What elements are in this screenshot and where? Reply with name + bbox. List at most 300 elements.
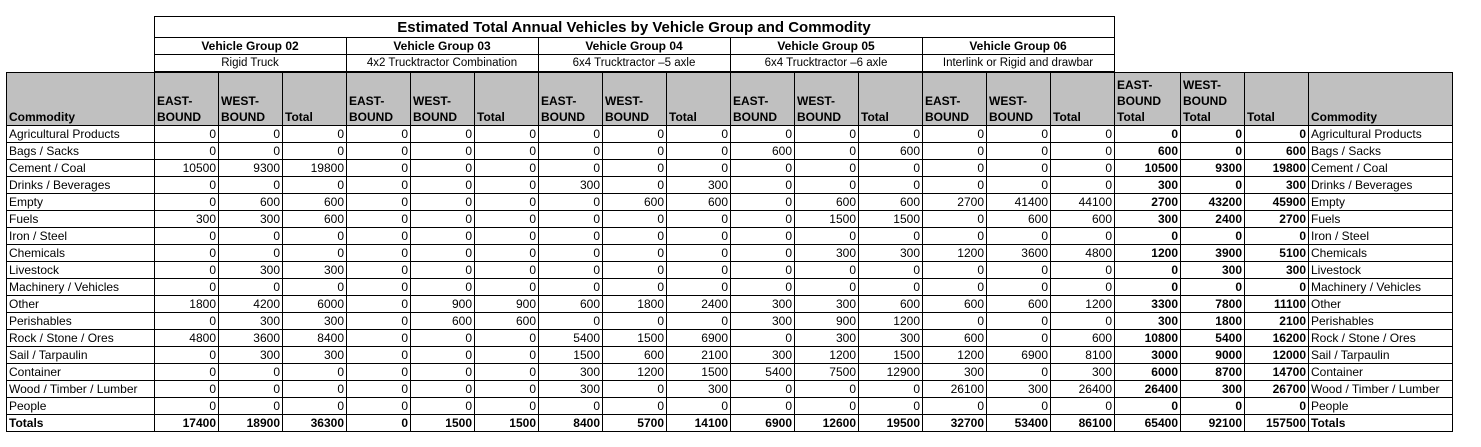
table-row [7,126,1453,143]
value-cell: 0 [411,228,475,245]
value-cell: 1500 [475,415,539,432]
value-cell: 0 [283,381,347,398]
totals-label: Totals [7,415,155,432]
total-column-header: Total [859,73,923,126]
value-cell: 0 [219,126,283,143]
summary-cell: 43200 [1181,194,1245,211]
eastbound-total-column-header: EAST-BOUND Total [1115,73,1181,126]
value-cell: 0 [347,245,411,262]
value-cell: 0 [667,245,731,262]
value-cell: 0 [219,177,283,194]
value-cell: 300 [539,177,603,194]
value-cell: 0 [539,126,603,143]
value-cell: 600 [859,296,923,313]
westbound-column-header: WEST-BOUND [603,73,667,126]
value-cell: 0 [731,211,795,228]
commodity-label-right: Empty [1309,194,1453,211]
value-cell: 600 [603,347,667,364]
summary-cell: 0 [1245,228,1309,245]
value-cell: 300 [1051,364,1115,381]
value-cell: 0 [347,381,411,398]
value-cell: 1200 [923,347,987,364]
value-cell: 0 [987,262,1051,279]
value-cell: 1200 [603,364,667,381]
value-cell: 4200 [219,296,283,313]
table-row [7,398,1453,415]
value-cell: 0 [155,126,219,143]
totals-label-right: Totals [1309,415,1453,432]
value-cell: 0 [219,228,283,245]
value-cell: 0 [347,262,411,279]
vehicle-group-description: Rigid Truck [154,55,346,72]
summary-cell: 0 [1245,279,1309,296]
value-cell: 17400 [155,415,219,432]
table-row [7,160,1453,177]
value-cell: 0 [475,245,539,262]
value-cell: 41400 [987,194,1051,211]
value-cell: 0 [603,398,667,415]
commodity-label: Empty [7,194,155,211]
value-cell: 7500 [795,364,859,381]
summary-cell: 0 [1115,262,1181,279]
value-cell: 0 [155,177,219,194]
summary-cell: 300 [1245,177,1309,194]
summary-cell: 1200 [1115,245,1181,262]
total-column-header: Total [1051,73,1115,126]
value-cell: 600 [603,194,667,211]
value-cell: 600 [667,194,731,211]
value-cell: 0 [539,143,603,160]
value-cell: 0 [411,194,475,211]
value-cell: 0 [475,398,539,415]
summary-cell: 9000 [1181,347,1245,364]
value-cell: 1500 [795,211,859,228]
summary-cell: 0 [1115,126,1181,143]
value-cell: 0 [603,279,667,296]
summary-cell: 0 [1115,398,1181,415]
total-column-header: Total [283,73,347,126]
value-cell: 600 [219,194,283,211]
summary-cell: 300 [1181,381,1245,398]
summary-cell: 2400 [1181,211,1245,228]
summary-cell: 6000 [1115,364,1181,381]
value-cell: 9300 [219,160,283,177]
value-cell: 0 [475,262,539,279]
value-cell: 0 [155,364,219,381]
value-cell: 0 [923,160,987,177]
commodity-label: Container [7,364,155,381]
value-cell: 0 [539,313,603,330]
value-cell: 0 [1051,126,1115,143]
value-cell: 0 [667,262,731,279]
value-cell: 1800 [603,296,667,313]
eastbound-column-header: EAST-BOUND [155,73,219,126]
value-cell: 0 [1051,398,1115,415]
commodity-label: Other [7,296,155,313]
value-cell: 0 [155,194,219,211]
commodity-label: Agricultural Products [7,126,155,143]
value-cell: 300 [283,347,347,364]
value-cell: 0 [795,262,859,279]
value-cell: 0 [859,381,923,398]
table-row [7,228,1453,245]
value-cell: 2400 [667,296,731,313]
value-cell: 0 [603,228,667,245]
value-cell: 12600 [795,415,859,432]
commodity-label-right: Other [1309,296,1453,313]
value-cell: 2100 [667,347,731,364]
summary-cell: 26400 [1115,381,1181,398]
summary-cell: 0 [1181,279,1245,296]
value-cell: 0 [795,160,859,177]
commodity-label-right: Cement / Coal [1309,160,1453,177]
summary-cell: 12000 [1245,347,1309,364]
value-cell: 0 [603,313,667,330]
value-cell: 600 [1051,330,1115,347]
value-cell: 44100 [1051,194,1115,211]
value-cell: 86100 [1051,415,1115,432]
value-cell: 0 [859,228,923,245]
summary-cell: 600 [1115,143,1181,160]
summary-cell: 0 [1181,143,1245,160]
table-row [7,347,1453,364]
summary-cell: 92100 [1181,415,1245,432]
value-cell: 12900 [859,364,923,381]
value-cell: 0 [539,160,603,177]
value-cell: 0 [475,211,539,228]
value-cell: 0 [475,279,539,296]
value-cell: 0 [859,279,923,296]
value-cell: 0 [283,228,347,245]
value-cell: 0 [411,262,475,279]
value-cell: 0 [155,279,219,296]
value-cell: 0 [219,398,283,415]
value-cell: 0 [1051,313,1115,330]
value-cell: 0 [475,143,539,160]
commodity-label-right: Iron / Steel [1309,228,1453,245]
value-cell: 0 [731,126,795,143]
value-cell: 300 [219,313,283,330]
value-cell: 0 [923,398,987,415]
value-cell: 0 [475,347,539,364]
summary-cell: 0 [1115,279,1181,296]
value-cell: 300 [283,262,347,279]
value-cell: 10500 [155,160,219,177]
value-cell: 0 [283,177,347,194]
header-spacer [6,38,154,55]
summary-cell: 9300 [1181,160,1245,177]
value-cell: 0 [923,228,987,245]
value-cell: 0 [155,313,219,330]
value-cell: 0 [155,347,219,364]
value-cell: 0 [411,211,475,228]
value-cell: 0 [667,398,731,415]
summary-cell: 3300 [1115,296,1181,313]
value-cell: 0 [859,262,923,279]
value-cell: 0 [475,126,539,143]
value-cell: 0 [923,313,987,330]
value-cell: 0 [155,245,219,262]
westbound-column-header: WEST-BOUND [219,73,283,126]
value-cell: 0 [347,347,411,364]
value-cell: 6900 [731,415,795,432]
value-cell: 0 [1051,177,1115,194]
value-cell: 0 [987,398,1051,415]
value-cell: 0 [475,364,539,381]
value-cell: 0 [987,126,1051,143]
value-cell: 600 [283,194,347,211]
value-cell: 19500 [859,415,923,432]
value-cell: 6900 [987,347,1051,364]
value-cell: 300 [219,347,283,364]
summary-cell: 26700 [1245,381,1309,398]
value-cell: 0 [347,143,411,160]
value-cell: 0 [987,143,1051,160]
value-cell: 0 [155,262,219,279]
table-row [7,143,1453,160]
value-cell: 900 [411,296,475,313]
vehicle-group-description: 6x4 Trucktractor –5 axle [538,55,730,72]
value-cell: 2700 [923,194,987,211]
value-cell: 0 [667,313,731,330]
summary-cell: 45900 [1245,194,1309,211]
value-cell: 300 [731,347,795,364]
summary-cell: 65400 [1115,415,1181,432]
value-cell: 14100 [667,415,731,432]
value-cell: 0 [411,364,475,381]
table-row [7,194,1453,211]
value-cell: 0 [795,228,859,245]
value-cell: 0 [603,245,667,262]
value-cell: 0 [539,262,603,279]
value-cell: 1500 [411,415,475,432]
value-cell: 0 [603,126,667,143]
value-cell: 0 [731,398,795,415]
value-cell: 0 [923,279,987,296]
westbound-column-header: WEST-BOUND [795,73,859,126]
summary-cell: 157500 [1245,415,1309,432]
value-cell: 0 [347,364,411,381]
value-cell: 300 [539,364,603,381]
summary-cell: 300 [1115,177,1181,194]
summary-cell: 300 [1115,313,1181,330]
table-row [7,296,1453,313]
value-cell: 0 [347,296,411,313]
value-cell: 1200 [923,245,987,262]
value-cell: 0 [1051,228,1115,245]
commodity-column-header: Commodity [7,73,155,126]
table-row [7,364,1453,381]
summary-cell: 7800 [1181,296,1245,313]
value-cell: 0 [283,126,347,143]
value-cell: 0 [155,398,219,415]
value-cell: 0 [347,126,411,143]
vehicle-group-description: Interlink or Rigid and drawbar [922,55,1114,72]
value-cell: 0 [219,364,283,381]
summary-cell: 14700 [1245,364,1309,381]
value-cell: 0 [411,245,475,262]
commodity-label: Machinery / Vehicles [7,279,155,296]
value-cell: 6000 [283,296,347,313]
value-cell: 36300 [283,415,347,432]
value-cell: 300 [219,211,283,228]
value-cell: 300 [731,296,795,313]
value-cell: 300 [667,177,731,194]
summary-cell: 11100 [1245,296,1309,313]
value-cell: 0 [347,160,411,177]
value-cell: 0 [731,160,795,177]
summary-cell: 0 [1181,398,1245,415]
value-cell: 0 [1051,143,1115,160]
commodity-label-right: Wood / Timber / Lumber [1309,381,1453,398]
value-cell: 0 [1051,279,1115,296]
value-cell: 0 [155,228,219,245]
commodity-label: Drinks / Beverages [7,177,155,194]
value-cell: 0 [475,228,539,245]
value-cell: 300 [923,364,987,381]
vehicle-group-name: Vehicle Group 04 [538,38,730,55]
value-cell: 0 [667,228,731,245]
westbound-total-column-header: WEST-BOUND Total [1181,73,1245,126]
value-cell: 300 [987,381,1051,398]
commodity-label-right: Machinery / Vehicles [1309,279,1453,296]
value-cell: 300 [859,245,923,262]
vehicle-group-name: Vehicle Group 02 [154,38,346,55]
commodity-label: Chemicals [7,245,155,262]
commodity-label: Bags / Sacks [7,143,155,160]
summary-cell: 3900 [1181,245,1245,262]
summary-cell: 2700 [1115,194,1181,211]
value-cell: 900 [795,313,859,330]
value-cell: 0 [219,381,283,398]
table-row [7,177,1453,194]
value-cell: 300 [219,262,283,279]
value-cell: 0 [347,398,411,415]
table-row [7,330,1453,347]
commodity-label: Livestock [7,262,155,279]
value-cell: 600 [923,330,987,347]
summary-cell: 0 [1181,177,1245,194]
value-cell: 0 [539,279,603,296]
vehicle-group-name: Vehicle Group 06 [922,38,1114,55]
value-cell: 1500 [667,364,731,381]
vehicle-group-description: 6x4 Trucktractor –6 axle [730,55,922,72]
value-cell: 0 [603,160,667,177]
eastbound-column-header: EAST-BOUND [923,73,987,126]
table-row [7,279,1453,296]
commodity-label: Sail / Tarpaulin [7,347,155,364]
value-cell: 53400 [987,415,1051,432]
grand-total-column-header: Total [1245,73,1309,126]
value-cell: 6900 [667,330,731,347]
value-cell: 0 [987,160,1051,177]
commodity-label: Fuels [7,211,155,228]
value-cell: 1500 [859,211,923,228]
value-cell: 4800 [155,330,219,347]
value-cell: 5400 [731,364,795,381]
table-row [7,313,1453,330]
value-cell: 0 [923,211,987,228]
value-cell: 600 [731,143,795,160]
summary-cell: 5400 [1181,330,1245,347]
value-cell: 1200 [1051,296,1115,313]
total-column-header: Total [667,73,731,126]
summary-cell: 300 [1115,211,1181,228]
value-cell: 0 [1051,160,1115,177]
value-cell: 600 [795,194,859,211]
value-cell: 0 [155,143,219,160]
value-cell: 0 [731,381,795,398]
value-cell: 0 [1051,262,1115,279]
commodity-label-right: Livestock [1309,262,1453,279]
westbound-column-header: WEST-BOUND [411,73,475,126]
value-cell: 0 [411,279,475,296]
totals-row [7,415,1453,432]
table-row [7,262,1453,279]
value-cell: 0 [923,262,987,279]
value-cell: 600 [539,296,603,313]
summary-cell: 2100 [1245,313,1309,330]
commodity-label: Cement / Coal [7,160,155,177]
commodity-label: Perishables [7,313,155,330]
value-cell: 0 [283,143,347,160]
value-cell: 0 [411,160,475,177]
value-cell: 8400 [283,330,347,347]
value-cell: 0 [923,177,987,194]
value-cell: 19800 [283,160,347,177]
value-cell: 0 [475,160,539,177]
commodity-label: Rock / Stone / Ores [7,330,155,347]
value-cell: 3600 [219,330,283,347]
commodity-label-right: Bags / Sacks [1309,143,1453,160]
value-cell: 0 [795,126,859,143]
value-cell: 600 [923,296,987,313]
value-cell: 0 [283,364,347,381]
value-cell: 0 [795,177,859,194]
value-cell: 0 [987,279,1051,296]
value-cell: 300 [795,245,859,262]
value-cell: 0 [539,245,603,262]
value-cell: 0 [347,228,411,245]
commodity-label-right: Container [1309,364,1453,381]
value-cell: 300 [795,330,859,347]
summary-cell: 300 [1181,262,1245,279]
value-cell: 300 [795,296,859,313]
value-cell: 5700 [603,415,667,432]
value-cell: 0 [667,279,731,296]
value-cell: 0 [731,245,795,262]
value-cell: 0 [411,143,475,160]
value-cell: 0 [731,279,795,296]
value-cell: 0 [667,160,731,177]
value-cell: 600 [475,313,539,330]
value-cell: 600 [987,211,1051,228]
value-cell: 0 [475,177,539,194]
vehicle-group-description: 4x2 Trucktractor Combination [346,55,538,72]
value-cell: 300 [667,381,731,398]
eastbound-column-header: EAST-BOUND [731,73,795,126]
commodity-label: People [7,398,155,415]
commodity-label-right: Perishables [1309,313,1453,330]
value-cell: 0 [475,330,539,347]
commodity-column-header-right: Commodity [1309,73,1453,126]
commodity-label-right: Chemicals [1309,245,1453,262]
eastbound-column-header: EAST-BOUND [539,73,603,126]
summary-cell: 5100 [1245,245,1309,262]
value-cell: 26400 [1051,381,1115,398]
value-cell: 0 [603,262,667,279]
value-cell: 0 [987,364,1051,381]
